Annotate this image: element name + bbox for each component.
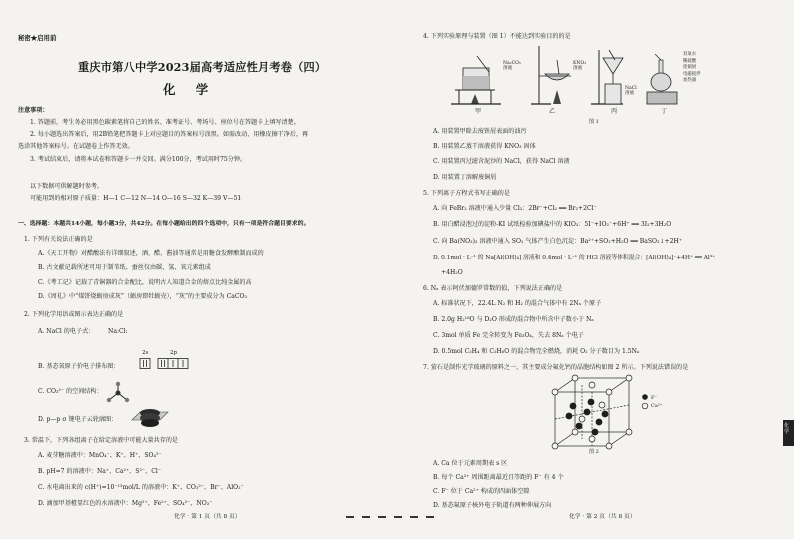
q1-option-c: C.《考工记》记载了青铜器的合金配比，说明古人知道合金的熔点比纯金属的高 [38,279,252,286]
center-dash [362,516,370,518]
q5-option-d: D. 0.1mol · L⁻¹ 的 Na[Al(OH)₄] 溶液和 0.4mol · L⁻¹ 的 HCl 溶液等体积混合：[Al(OH)₄]⁻+4H⁺ ══ Al³⁺ [433,255,716,261]
q6-option-d: D. 0.5mol C₂H₄ 和 C₂H₆O 的混合物完全燃烧，消耗 O₂ 分子数目为 1.5Nₐ [433,348,640,355]
q4-option-b: B. 用装置乙蒸干溶液获得 KNO₃ 固体 [433,143,536,150]
q2-option-d: D. p—p σ 键电子云轮廓图： [38,416,118,423]
q2-option-c: C. CO₃²⁻ 的空间结构： [38,388,103,395]
data-intro: 以下数据可供解题时参考。 [30,183,104,190]
q1-stem: 1. 下列有关说法正确的是 [24,236,93,243]
q5-option-b: B. 用白醋浸泡过的淀粉-KI 试纸检验加碘盐中的 KIO₃：5I⁻+IO₃⁻+6H⁺ ══ 3I₂+3H₂O [433,221,672,228]
page-2 [397,0,794,539]
center-dash [346,516,354,518]
q6-stem: 6. Nₐ 表示阿伏加德罗常数的值，下列说法正确的是 [423,285,563,292]
fluorite-legend: F⁻ Ca²⁺ [651,395,663,409]
q6-option-c: C. 3mol 单质 Fe 完全转变为 Fe₃O₄，失去 8Nₐ 个电子 [433,332,584,339]
center-dash [378,516,386,518]
q2-option-a: A. NaCl 的电子式： [38,328,95,335]
fluorite-unit-cell-figure [549,374,639,450]
q1-option-a: A.《天工开物》对醋酸法有详细叙述，酒、醋、酱油等通常是用糖食发酵酿制而成的 [38,250,264,257]
q7-stem: 7. 萤石是制作光学玻璃的原料之一，其主要成分氟化钙的晶胞结构如图 2 所示。下列说法错误的是 [423,364,689,371]
q5-option-a: A. 向 FeBr₂ 溶液中通入少量 Cl₂：2Br⁻+Cl₂ ══ Br₂+2Cl⁻ [433,205,597,212]
exam-title: 重庆市第八中学2023届高考适应性月考卷（四） [78,60,327,74]
q7-option-a: A. Ca 位于元素周期表 s 区 [433,460,508,467]
q5-option-d-cont: +4H₂O [441,269,463,276]
orbital-box-diagram [140,358,200,370]
page-2-footer: 化学 · 第 2 页（共 8 页） [569,514,636,520]
sigma-bond-cloud-icon [128,402,172,432]
orbital-2p-label: 2p [170,350,178,356]
q6-option-a: A. 标准状况下，22.4L N₂ 和 H₂ 的混合气体中有 2Nₐ 个原子 [433,300,602,307]
side-tab-label: 化学 [784,423,790,435]
q4-option-d: D. 用装置丁溶解废铜屑 [433,174,497,181]
notes-title: 注意事项： [18,107,49,114]
q1-option-d: D.《周礼》中“煤饼烧蛎房成灰”（蛎房即牡蛎壳），“灰”的主要成分为 CaCO₃ [38,293,247,300]
ding-reagent: 双氧水 稀硫酸 废铜屑 电磁搅拌 加热器 [683,52,701,84]
fluorite-legend-markers [641,394,651,412]
q2-stem: 2. 下列化学用语或图示表达正确的是 [24,311,124,318]
q4-option-a: A. 用装置甲除去废铁屑表面的油污 [433,128,527,135]
label-jia: 甲 [475,108,482,115]
figure-1-caption: 图 1 [589,119,599,125]
q3-option-c: C. 水电离出来的 c(H⁺)=10⁻¹³mol/L 的溶液中：K⁺、CO₃²⁻、Br⁻、AlO₂⁻ [38,484,244,491]
exam-subject: 化 学 [163,82,217,97]
q6-option-b: B. 2.0g H₂¹⁸O 与 D₂O 形成的混合物中所含中子数小于 Nₐ [433,316,594,323]
q3-option-a: A. 麦芽糖溶液中：MnO₄⁻、K⁺、H⁺、SO₄²⁻ [38,452,162,459]
q7-option-d: D. 基态氟原子核外电子轨道有两种伸展方向 [433,502,552,509]
q4-stem: 4. 下列实验原理与装置（图 1）不能达到实验目的的是 [423,33,571,40]
q2-nacl-formula: Na:Cl: [108,328,128,335]
orbital-2s-label: 2s [142,350,149,356]
q7-option-c: C. F⁻ 位于 Ca²⁺ 构成的四面体空隙 [433,488,530,495]
secret-mark: 秘密★启用前 [18,34,57,42]
q3-option-b: B. pH=7 的溶液中：Na⁺、Ca²⁺、S²⁻、Cl⁻ [38,468,162,475]
q3-option-d: D. 滴加甲基橙显红色的水溶液中：Mg²⁺、Fe²⁺、SO₄²⁻、NO₃⁻ [38,500,213,507]
label-bing: 丙 [611,108,618,115]
note-2: 2. 每小题选出答案后，用2B铅笔把答题卡上对应题目的答案标号涂黑。如需改动，用橡皮擦干净后，再 [30,131,309,138]
page-1-footer: 化学 · 第 1 页（共 8 页） [174,514,241,520]
q5-stem: 5. 下列离子方程式书写正确的是 [423,190,510,197]
q3-stem: 3. 常温下，下列各组离子在给定溶液中可能大量共存的是 [24,437,179,444]
note-2-cont: 选涂其他答案标号。在试题卷上作答无效。 [18,143,134,150]
q4-option-c: C. 用装置丙过滤含泥沙的 NaCl，获得 NaCl 溶液 [433,158,570,165]
figure-2-caption: 图 2 [589,449,599,455]
yi-reagent: KNO₃ 溶液 [573,61,587,72]
q2-option-b: B. 基态氧原子价电子排布图： [38,363,120,370]
carbonate-structure-icon [104,382,134,404]
q7-option-b: B. 每个 Ca²⁺ 周围距离最近且等距的 F⁻ 有 4 个 [433,474,564,481]
section-title: 一、选择题：本题共14小题，每小题3分，共42分。在每小题给出的四个选项中，只有一项是符合题目要求的。 [18,220,310,227]
note-1: 1. 答题前，考生务必用黑色碳素笔将自己的姓名、准考证号、考场号、座位号在答题卡上填写清楚。 [30,119,300,126]
apparatus-figure [447,46,697,116]
jia-reagent: Na₂CO₃ 溶液 [503,61,521,72]
atomic-masses: 可能用到的相对原子质量：H—1 C—12 N—14 O—16 S—32 K—39 V—51 [30,195,242,202]
label-ding: 丁 [661,108,668,115]
q5-option-c: C. 向 Ba(NO₃)₂ 溶液中通入 SO₂ 气体产生白色沉淀：Ba²⁺+SO₂+H₂O ══ BaSO₃↓+2H⁺ [433,238,683,245]
q1-option-b: B. 古文献记载所述可用于制苇纸、蚕丝仅由碳、氢、氧元素组成 [38,264,211,271]
note-3: 3. 考试结束后，请将本试卷和答题卡一并交回。满分100分，考试用时75分钟。 [30,156,247,163]
label-yi: 乙 [549,108,556,115]
bing-reagent: NaCl 溶液 [625,86,637,97]
subject-side-tab [783,420,794,446]
